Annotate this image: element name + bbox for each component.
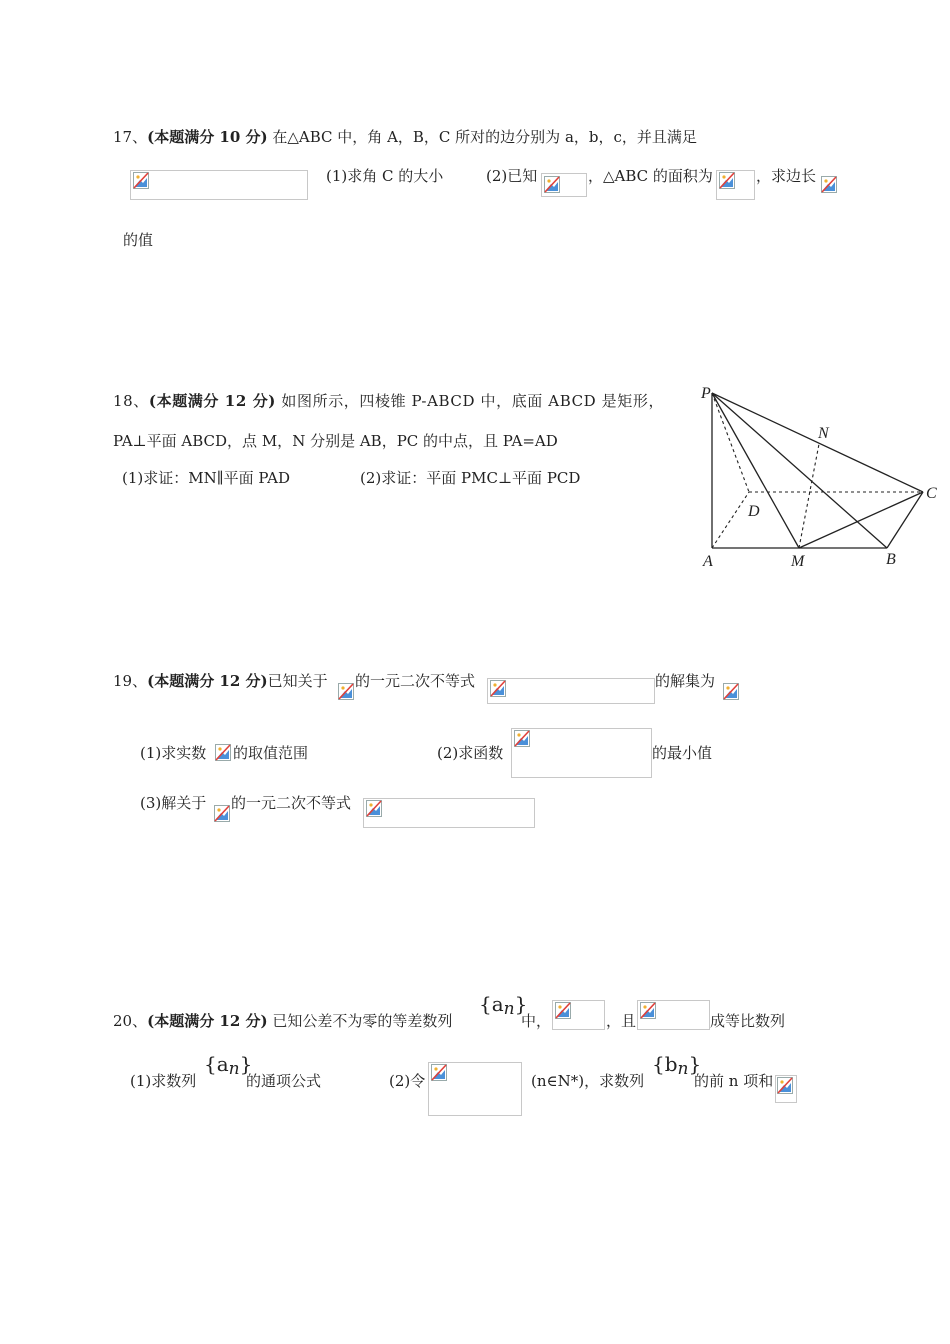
q20-part1-a: (1)求数列 [130,1072,197,1090]
label-N: N [818,425,829,442]
label-A: A [703,553,713,570]
broken-image-icon [431,1064,447,1081]
label-D: D [748,503,760,520]
q18-stem2: PA⊥平面 ABCD，点 M，N 分别是 AB，PC 的中点，且 PA=AD [113,432,558,450]
q20-part2-c: 的前 n 项和 [694,1072,774,1090]
q20-part2-a: (2)令 [389,1072,426,1090]
q17-tail: 的值 [123,231,154,249]
q20-part2-b: (n∈N*)，求数列 [531,1072,645,1090]
q20-sequence-a: {an} [479,992,528,1019]
q19-stem-c: 的解集为 [655,672,716,690]
q18-part2: (2)求证：平面 PMC⊥平面 PCD [360,469,581,487]
seq-a-letter: a [491,992,504,1016]
q17-stem: 在△ABC 中，角 A，B，C 所对的边分别为 a，b，c，并且满足 [272,128,697,146]
broken-image-icon [215,744,231,761]
q18-line1 [113,392,664,410]
seq-a-sub: n [503,999,515,1019]
edge-PC [712,393,923,492]
q20-stem-d: 成等比数列 [710,1012,786,1030]
broken-image-icon [719,172,735,189]
seq-a-letter: a [216,1052,229,1076]
segment-MN [799,444,819,548]
q19-part3-b: 的一元二次不等式 [231,794,352,812]
q20-stem-c: ，且 [606,1012,637,1030]
q17-points: (本题满分 10 分) [147,128,268,146]
q17-part2-a: (2)已知 [486,167,538,185]
label-M: M [791,553,805,570]
q17-number: 17、 [113,128,148,146]
broken-image-icon [214,805,230,822]
q19-part3-inequality-formula [363,798,535,828]
q19-part2-b: 的最小值 [652,744,713,762]
label-C: C [926,485,937,502]
edge-PB [712,393,887,548]
q19-part1-a: (1)求实数 [140,744,207,762]
q19-stem-a: 已知关于 [267,672,328,690]
q18-number: 18、 [113,392,149,410]
label-B: B [886,551,896,568]
q17-part2-b: ，△ABC 的面积为 [588,167,713,185]
q20-number: 20、 [113,1012,148,1030]
q17-part1: (1)求角 C 的大小 [326,167,444,185]
edge-AD [712,492,749,548]
broken-image-icon [514,730,530,747]
q20-stem-b: 中， [521,1012,552,1030]
broken-image-icon [544,176,560,193]
label-P: P [701,385,711,402]
q17-line1 [113,128,697,146]
pyramid-figure [695,376,945,576]
broken-image-icon [338,683,354,700]
q19-part3-a: (3)解关于 [140,794,207,812]
q18-part1: (1)求证：MN∥平面 PAD [122,469,291,487]
q20-sequence-b: {bn} [652,1052,702,1079]
q19-inequality-formula [487,678,655,704]
q17-condition-formula [130,170,308,200]
q19-points: (本题满分 12 分) [147,672,268,690]
broken-image-icon [640,1002,656,1019]
pyramid-diagram [695,376,945,576]
q19-part1-b: 的取值范围 [233,744,309,762]
seq-a-sub: n [228,1059,240,1079]
q19-line1 [113,672,328,690]
edge-PM [712,393,799,548]
broken-image-icon [821,176,837,193]
q19-part2-a: (2)求函数 [437,744,504,762]
q18-stem: 如图所示，四棱锥 P-ABCD 中，底面 ABCD 是矩形， [281,392,665,410]
q20-points: (本题满分 12 分) [147,1012,268,1030]
broken-image-icon [555,1002,571,1019]
q20-line1 [113,1012,452,1030]
seq-b-sub: n [677,1059,689,1079]
q20-stem-a: 已知公差不为零的等差数列 [272,1012,453,1030]
q19-function-formula [511,728,652,778]
broken-image-icon [723,683,739,700]
q20-sequence-a-2: {an} [204,1052,253,1079]
broken-image-icon [366,800,382,817]
broken-image-icon [490,680,506,697]
broken-image-icon [777,1077,793,1094]
q17-part2-c: ，求边长 [756,167,817,185]
q19-stem-b: 的一元二次不等式 [355,672,476,690]
q18-points: (本题满分 12 分) [148,392,277,410]
q19-number: 19、 [113,672,148,690]
seq-b-letter: b [664,1052,678,1076]
q20-part1-b: 的通项公式 [246,1072,322,1090]
broken-image-icon [133,172,149,189]
